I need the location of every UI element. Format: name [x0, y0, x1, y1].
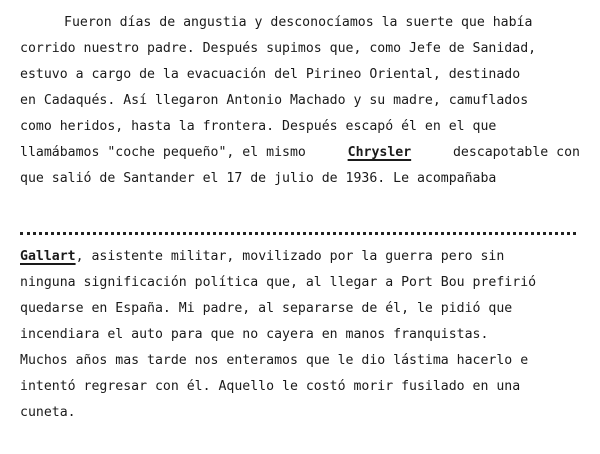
- paragraph-line-8: [20, 244, 580, 270]
- line-6-start: llamábamos "coche pequeño", el mismo: [20, 145, 306, 160]
- chrysler-underlined: Chrysler: [347, 145, 412, 160]
- paragraph-line-4: en Cadaqués. Así llegaron Antonio Machado y su madre, camuflados: [20, 93, 529, 108]
- paragraph-line-11: incendiara el auto para que no cayera en manos franquistas.: [20, 327, 489, 342]
- paragraph-line-10: quedarse en España. Mi padre, al separarse de él, le pidió que: [20, 301, 513, 316]
- paragraph-line-3: estuvo a cargo de la evacuación del Pirineo Oriental, destinado: [20, 67, 521, 82]
- paragraph-line-12: Muchos años mas tarde nos enteramos que le dio lástima hacerlo e: [20, 353, 529, 368]
- paragraph-line-13: intentó regresar con él. Aquello le costó morir fusilado en una: [20, 379, 521, 394]
- paragraph-line-7: que salió de Santander el 17 de julio de 1936. Le acompañaba: [20, 171, 497, 186]
- paragraph-line-9: ninguna significación política que, al llegar a Port Bou prefirió: [20, 275, 537, 290]
- paragraph-line-5: como heridos, hasta la frontera. Después escapó él en el que: [20, 119, 497, 134]
- paragraph-line-1: Fueron días de angustia y desconocíamos la suerte que había: [64, 15, 533, 30]
- line-6-end: descapotable con: [452, 145, 580, 160]
- paragraph-line-2: corrido nuestro padre. Después supimos que, como Jefe de Sanidad,: [20, 41, 537, 56]
- paragraph-line-14: cuneta.: [20, 405, 76, 420]
- paragraph-line-6: [20, 140, 580, 166]
- line-8-rest: , asistente militar, movilizado por la guerra pero sin: [75, 249, 505, 264]
- gallart-underlined: Gallart: [20, 249, 76, 264]
- dotted-rule: [20, 232, 576, 235]
